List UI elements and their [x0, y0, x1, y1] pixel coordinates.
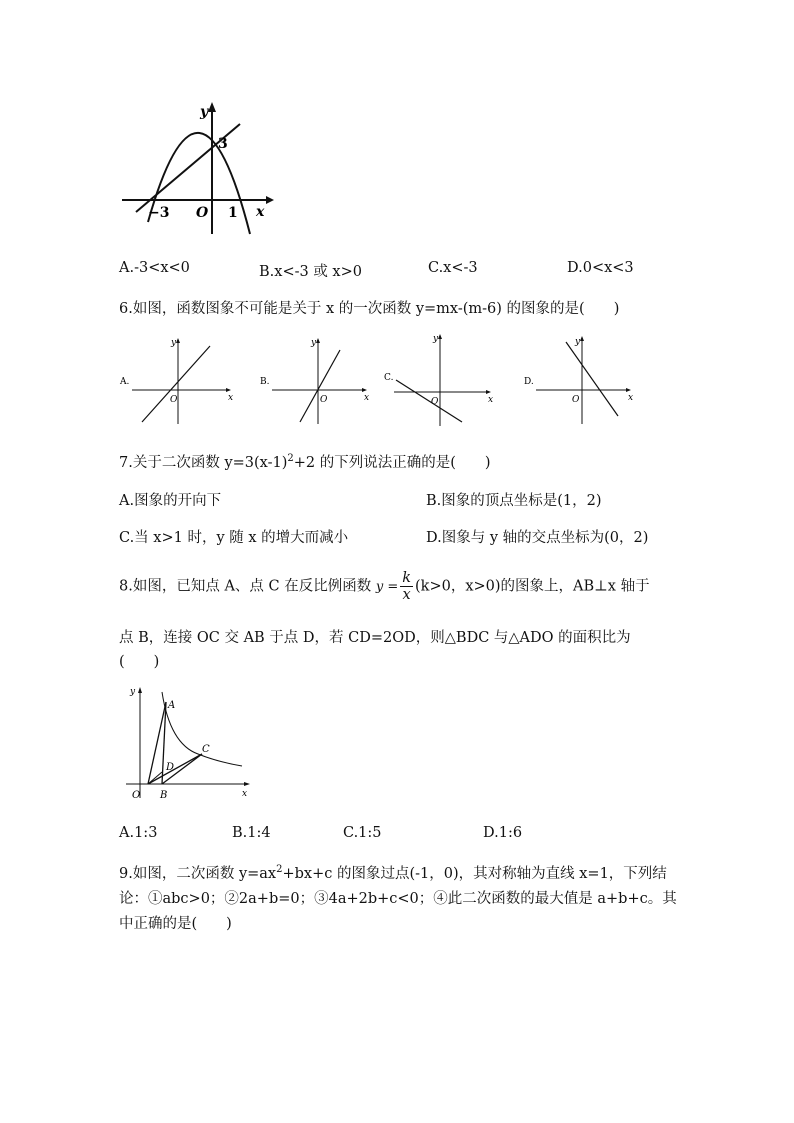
- q8-fraction-denominator: x: [402, 587, 411, 603]
- y-axis-label: y: [200, 104, 209, 120]
- q8-option-d: D.1:6: [483, 825, 523, 841]
- q8-figure: [118, 684, 258, 804]
- graph-c-origin: O: [431, 397, 439, 407]
- q5-graph-figure: [118, 100, 278, 240]
- x-axis-label: x: [256, 204, 265, 220]
- point-d-label: D: [166, 762, 175, 773]
- q9-line1: [119, 862, 667, 883]
- graph-b-y-label: y: [311, 338, 317, 348]
- q6-graph-a: [118, 336, 236, 428]
- graph-a-x-label: x: [228, 393, 234, 403]
- q7-option-b: B.图象的顶点坐标是(1，2): [426, 493, 602, 509]
- graph-d-origin: O: [572, 395, 580, 405]
- q9-line1-pre: 9.如图，二次函数 y=ax: [119, 866, 277, 882]
- q8-fraction-numerator: k: [402, 570, 412, 586]
- q8-fraction: [400, 570, 413, 603]
- q8-origin-label: O: [132, 790, 141, 801]
- q8-stem-line1: [119, 570, 650, 603]
- q7-stem-sup: 2: [287, 453, 294, 465]
- graph-d-y-label: y: [575, 337, 581, 347]
- graph-d-label: D.: [524, 377, 534, 387]
- q5-option-b: B.x<-3 或 x>0: [259, 264, 362, 280]
- point-c-label: C: [202, 744, 210, 755]
- graph-a-label: A.: [120, 377, 130, 387]
- q8-option-a: A.1:3: [119, 825, 158, 841]
- graph-c-label: C.: [384, 373, 394, 383]
- graph-a-origin: O: [170, 395, 178, 405]
- q7-stem: [119, 451, 491, 472]
- q7-option-d: D.图象与 y 轴的交点坐标为(0，2): [426, 530, 649, 546]
- origin-label: O: [196, 205, 209, 221]
- graph-c-y-label: y: [433, 334, 439, 344]
- q6-graph-b: [258, 336, 376, 428]
- q8-option-c: C.1:5: [343, 825, 382, 841]
- q8-stem-pre: 8.如图，已知点 A、点 C 在反比例函数: [119, 578, 372, 595]
- q8-y-label: y: [130, 687, 136, 697]
- q6-stem: 6.如图，函数图象不可能是关于 x 的一次函数 y=mx-(m-6) 的图象的是( ): [119, 301, 620, 317]
- q7-option-a: A.图象的开向下: [119, 493, 222, 509]
- q9-line1-sup: 2: [276, 864, 283, 876]
- q9-line3: 中正确的是( ): [119, 916, 232, 932]
- root-neg3-label: −3: [148, 205, 170, 221]
- q8-option-b: B.1:4: [232, 825, 271, 841]
- q8-x-label: x: [242, 789, 248, 799]
- q8-stem-line3: ( ): [119, 654, 160, 670]
- q7-option-c: C.当 x>1 时，y 随 x 的增大而减小: [119, 530, 349, 546]
- q8-stem-post: (k>0，x>0)的图象上，AB⊥x 轴于: [415, 578, 650, 595]
- q8-fraction-lhs: y =: [375, 579, 399, 595]
- q7-stem-pre: 7.关于二次函数 y=3(x-1): [119, 455, 288, 471]
- q9-line2: 论：①abc>0；②2a+b=0；③4a+2b+c<0；④此二次函数的最大值是 a+b+c。其: [119, 891, 677, 907]
- intercept-3-label: 3: [218, 136, 228, 152]
- q5-option-c: C.x<-3: [428, 260, 478, 276]
- graph-b-origin: O: [320, 395, 328, 405]
- graph-c-x-label: x: [488, 395, 494, 405]
- point-a-label: A: [168, 700, 176, 711]
- graph-b-x-label: x: [364, 393, 370, 403]
- q6-graph-d: [522, 336, 638, 428]
- q9-line1-post: +bx+c 的图象过点(-1，0)，其对称轴为直线 x=1，下列结: [282, 866, 667, 882]
- graph-d-x-label: x: [628, 393, 634, 403]
- q7-stem-post: +2 的下列说法正确的是( ): [293, 455, 491, 471]
- q8-stem-line2: 点 B，连接 OC 交 AB 于点 D，若 CD=2OD，则△BDC 与△ADO 的面积比为: [119, 630, 631, 646]
- q5-option-d: D.0<x<3: [567, 260, 634, 276]
- root-1-label: 1: [228, 205, 238, 221]
- point-b-label: B: [160, 790, 168, 801]
- q5-option-a: A.-3<x<0: [119, 260, 190, 276]
- graph-a-y-label: y: [171, 338, 177, 348]
- q6-graph-c: [384, 332, 496, 428]
- graph-b-label: B.: [260, 377, 270, 387]
